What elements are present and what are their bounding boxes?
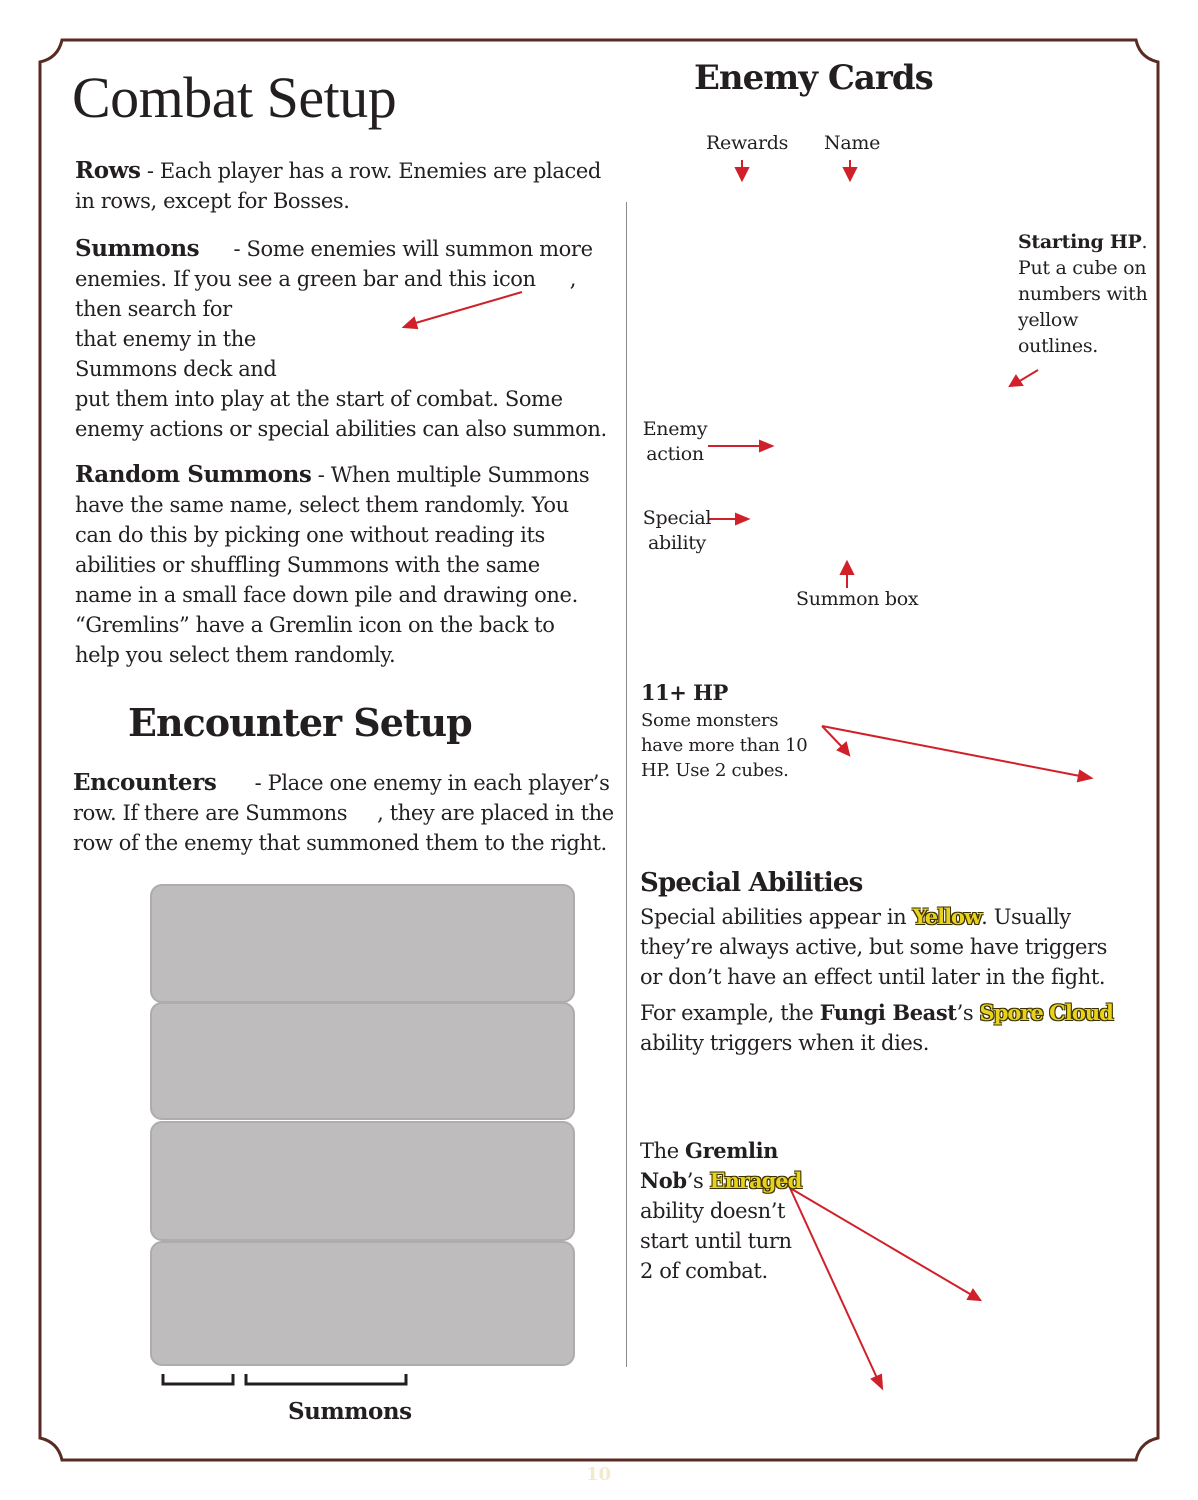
encounters-label: Encounters xyxy=(73,769,217,796)
player-row-2 xyxy=(150,1002,575,1120)
enemy-action-label: Enemy action xyxy=(642,418,708,465)
summons-paragraph xyxy=(75,234,635,444)
starting-hp-label: Starting HP xyxy=(1018,231,1142,253)
encounters-line2a: row. If there are Summons xyxy=(73,801,348,825)
summons-caption: Summons xyxy=(288,1398,412,1425)
gremlin-nob-note xyxy=(640,1136,810,1286)
hp11-text: Some monsters have more than 10 HP. Use 2 cubes. xyxy=(641,710,808,781)
summons-line4: that enemy in the xyxy=(75,327,256,351)
sa-fungi-beast: Fungi Beast xyxy=(819,1000,957,1025)
starting-hp-period: . xyxy=(1141,231,1148,253)
summons-line3: then search for xyxy=(75,297,232,321)
sa-yellow-highlight: Yellow xyxy=(912,904,982,929)
encounters-line3: row of the enemy that summoned them to the right. xyxy=(73,831,607,855)
player-row-3 xyxy=(150,1121,575,1241)
special-ability-label: Special ability xyxy=(642,507,712,554)
arrow-starting-hp xyxy=(1018,370,1038,382)
special-abilities-p1 xyxy=(640,902,1120,992)
enemy-cards-title: Enemy Cards xyxy=(694,58,933,98)
sa-spore-cloud-highlight: Spore Cloud xyxy=(979,1000,1113,1025)
gremlin-enraged-highlight: Enraged xyxy=(709,1168,802,1193)
combat-setup-title: Combat Setup xyxy=(72,65,397,130)
special-abilities-title: Special Abilities xyxy=(640,868,863,898)
special-abilities-p2 xyxy=(640,998,1120,1058)
arrow-11hp-long xyxy=(822,726,1080,776)
gremlin-the: The xyxy=(640,1139,686,1163)
rows-text: - Each player has a row. Enemies are placed in rows, except for Bosses. xyxy=(75,159,601,213)
summons-line2-end: , xyxy=(569,267,576,291)
gremlin-nob-bold: Gremlin Nob xyxy=(640,1138,779,1193)
summons-line5: Summons deck and xyxy=(75,357,277,381)
sa-p2-mid: ’s xyxy=(956,1001,980,1025)
arrow-enraged-right xyxy=(790,1188,970,1294)
encounters-paragraph xyxy=(73,768,633,858)
player-row-1 xyxy=(150,884,575,1003)
hp11-title: 11+ HP xyxy=(641,680,728,705)
gremlin-after: ability doesn’t start until turn 2 of combat. xyxy=(640,1199,792,1283)
summons-label: Summons xyxy=(75,235,200,262)
gremlin-poss: ’s xyxy=(686,1169,710,1193)
encounter-setup-title: Encounter Setup xyxy=(128,700,472,745)
name-label: Name xyxy=(824,132,881,154)
rows-paragraph xyxy=(75,156,615,216)
page-number: 10 xyxy=(586,1464,612,1485)
starting-hp-note xyxy=(1018,229,1158,359)
summons-line7: enemy actions or special abilities can also summon. xyxy=(75,417,607,441)
encounters-line1: - Place one enemy in each player’s xyxy=(248,771,610,795)
summons-line2: enemies. If you see a green bar and this icon xyxy=(75,267,536,291)
encounters-line2b: , they are placed in the xyxy=(377,801,614,825)
summons-line6: put them into play at the start of combat. Some xyxy=(75,387,563,411)
random-summons-paragraph xyxy=(75,460,600,670)
rows-label: Rows xyxy=(75,157,141,184)
summons-line1: - Some enemies will summon more xyxy=(227,237,593,261)
sa-p2-before: For example, the xyxy=(640,1001,820,1025)
sa-p1-after: . Usually they’re always active, but some have triggers or don’t have an effect until later in the fight. xyxy=(640,905,1108,989)
summons-brackets xyxy=(163,1374,406,1384)
random-summons-label: Random Summons xyxy=(75,461,312,488)
random-summons-text: - When multiple Summons have the same name, select them randomly. You can do this by picking one without reading its abilities or shuffling Summons with the same name in a small face down pile and drawing one. “Gremlins” have a Gremlin icon on the back to help you select them randomly. xyxy=(75,463,590,667)
player-row-4 xyxy=(150,1241,575,1366)
summon-box-label: Summon box xyxy=(796,588,919,610)
sa-p2-after: ability triggers when it dies. xyxy=(640,1031,930,1055)
sa-p1-before: Special abilities appear in xyxy=(640,905,913,929)
rewards-label: Rewards xyxy=(706,132,789,154)
starting-hp-text: Put a cube on numbers with yellow outlines. xyxy=(1018,257,1148,357)
